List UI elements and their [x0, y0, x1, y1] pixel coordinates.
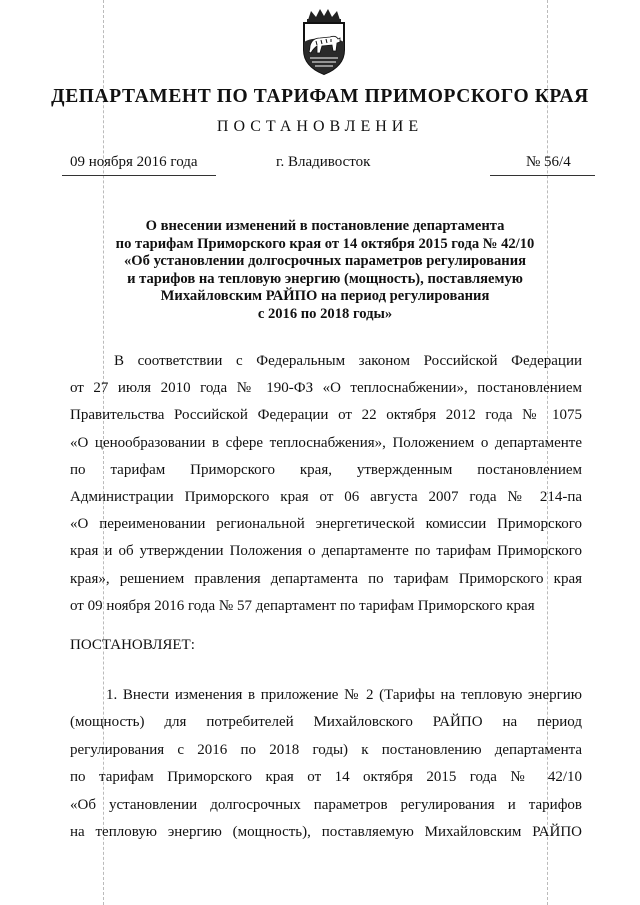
document-type: ПОСТАНОВЛЕНИЕ [216, 118, 424, 135]
document-city: г. Владивосток [276, 154, 371, 170]
body-line: по тарифам Приморского края, утвержденным постановлением [70, 461, 582, 478]
body-line: «О переименовании региональной энергетической комиссии Приморского [70, 516, 582, 533]
item-1-paragraph [70, 682, 582, 846]
body-line: Администрации Приморского края от 06 августа 2007 года № 214-па [70, 489, 582, 506]
title-line: «Об установлении долгосрочных параметров регулирования [123, 253, 526, 269]
title-line: по тарифам Приморского края от 14 октября 2015 года № 42/10 [115, 235, 535, 252]
coat-of-arms-icon [296, 8, 352, 78]
preamble-paragraph [70, 348, 582, 620]
document-date: 09 ноября 2016 года [70, 154, 198, 170]
decree-heading: ПОСТАНОВЛЯЕТ: [70, 637, 195, 653]
body-line: «Об установлении долгосрочных параметров регулирования и тарифов [70, 796, 582, 813]
number-underline [490, 175, 595, 176]
body-line: края и об утверждении Положения о департаменте по тарифам Приморского [70, 543, 582, 560]
title-line: с 2016 по 2018 годы» [257, 305, 393, 322]
body-line: от 09 ноября 2016 года № 57 департамент по тарифам Приморского края [70, 597, 535, 614]
date-underline [62, 175, 216, 176]
body-line: края», решением правления департамента по тарифам Приморского края [70, 570, 582, 587]
body-line: (мощность) для потребителей Михайловского РАЙПО на период [70, 714, 582, 731]
body-line: на тепловую энергию (мощность), поставляемую Михайловским РАЙПО [70, 824, 582, 841]
body-line: Правительства Российской Федерации от 22 октября 2012 года № 1075 [70, 407, 582, 424]
body-line: В соответствии с Федеральным законом Российской Федерации [114, 353, 582, 369]
body-line: «О ценообразовании в сфере теплоснабжения», Положением о департаменте [70, 434, 582, 451]
body-line: регулирования с 2016 по 2018 годы) к постановлению департамента [70, 741, 582, 758]
document-title [80, 218, 570, 323]
body-line: 1. Внести изменения в приложение № 2 (Тарифы на тепловую энергию [106, 687, 582, 703]
document-number: № 56/4 [526, 154, 571, 170]
department-name: ДЕПАРТАМЕНТ ПО ТАРИФАМ ПРИМОРСКОГО КРАЯ [51, 86, 589, 107]
body-line: от 27 июля 2010 года № 190-ФЗ «О теплоснабжении», постановлением [70, 380, 582, 397]
body-line: по тарифам Приморского края от 14 октября 2015 года № 42/10 [70, 769, 582, 786]
title-line: Михайловским РАЙПО на период регулирования [160, 288, 490, 304]
title-line: и тарифов на тепловую энергию (мощность), поставляемую [127, 270, 523, 287]
title-line: О внесении изменений в постановление департамента [145, 218, 505, 234]
